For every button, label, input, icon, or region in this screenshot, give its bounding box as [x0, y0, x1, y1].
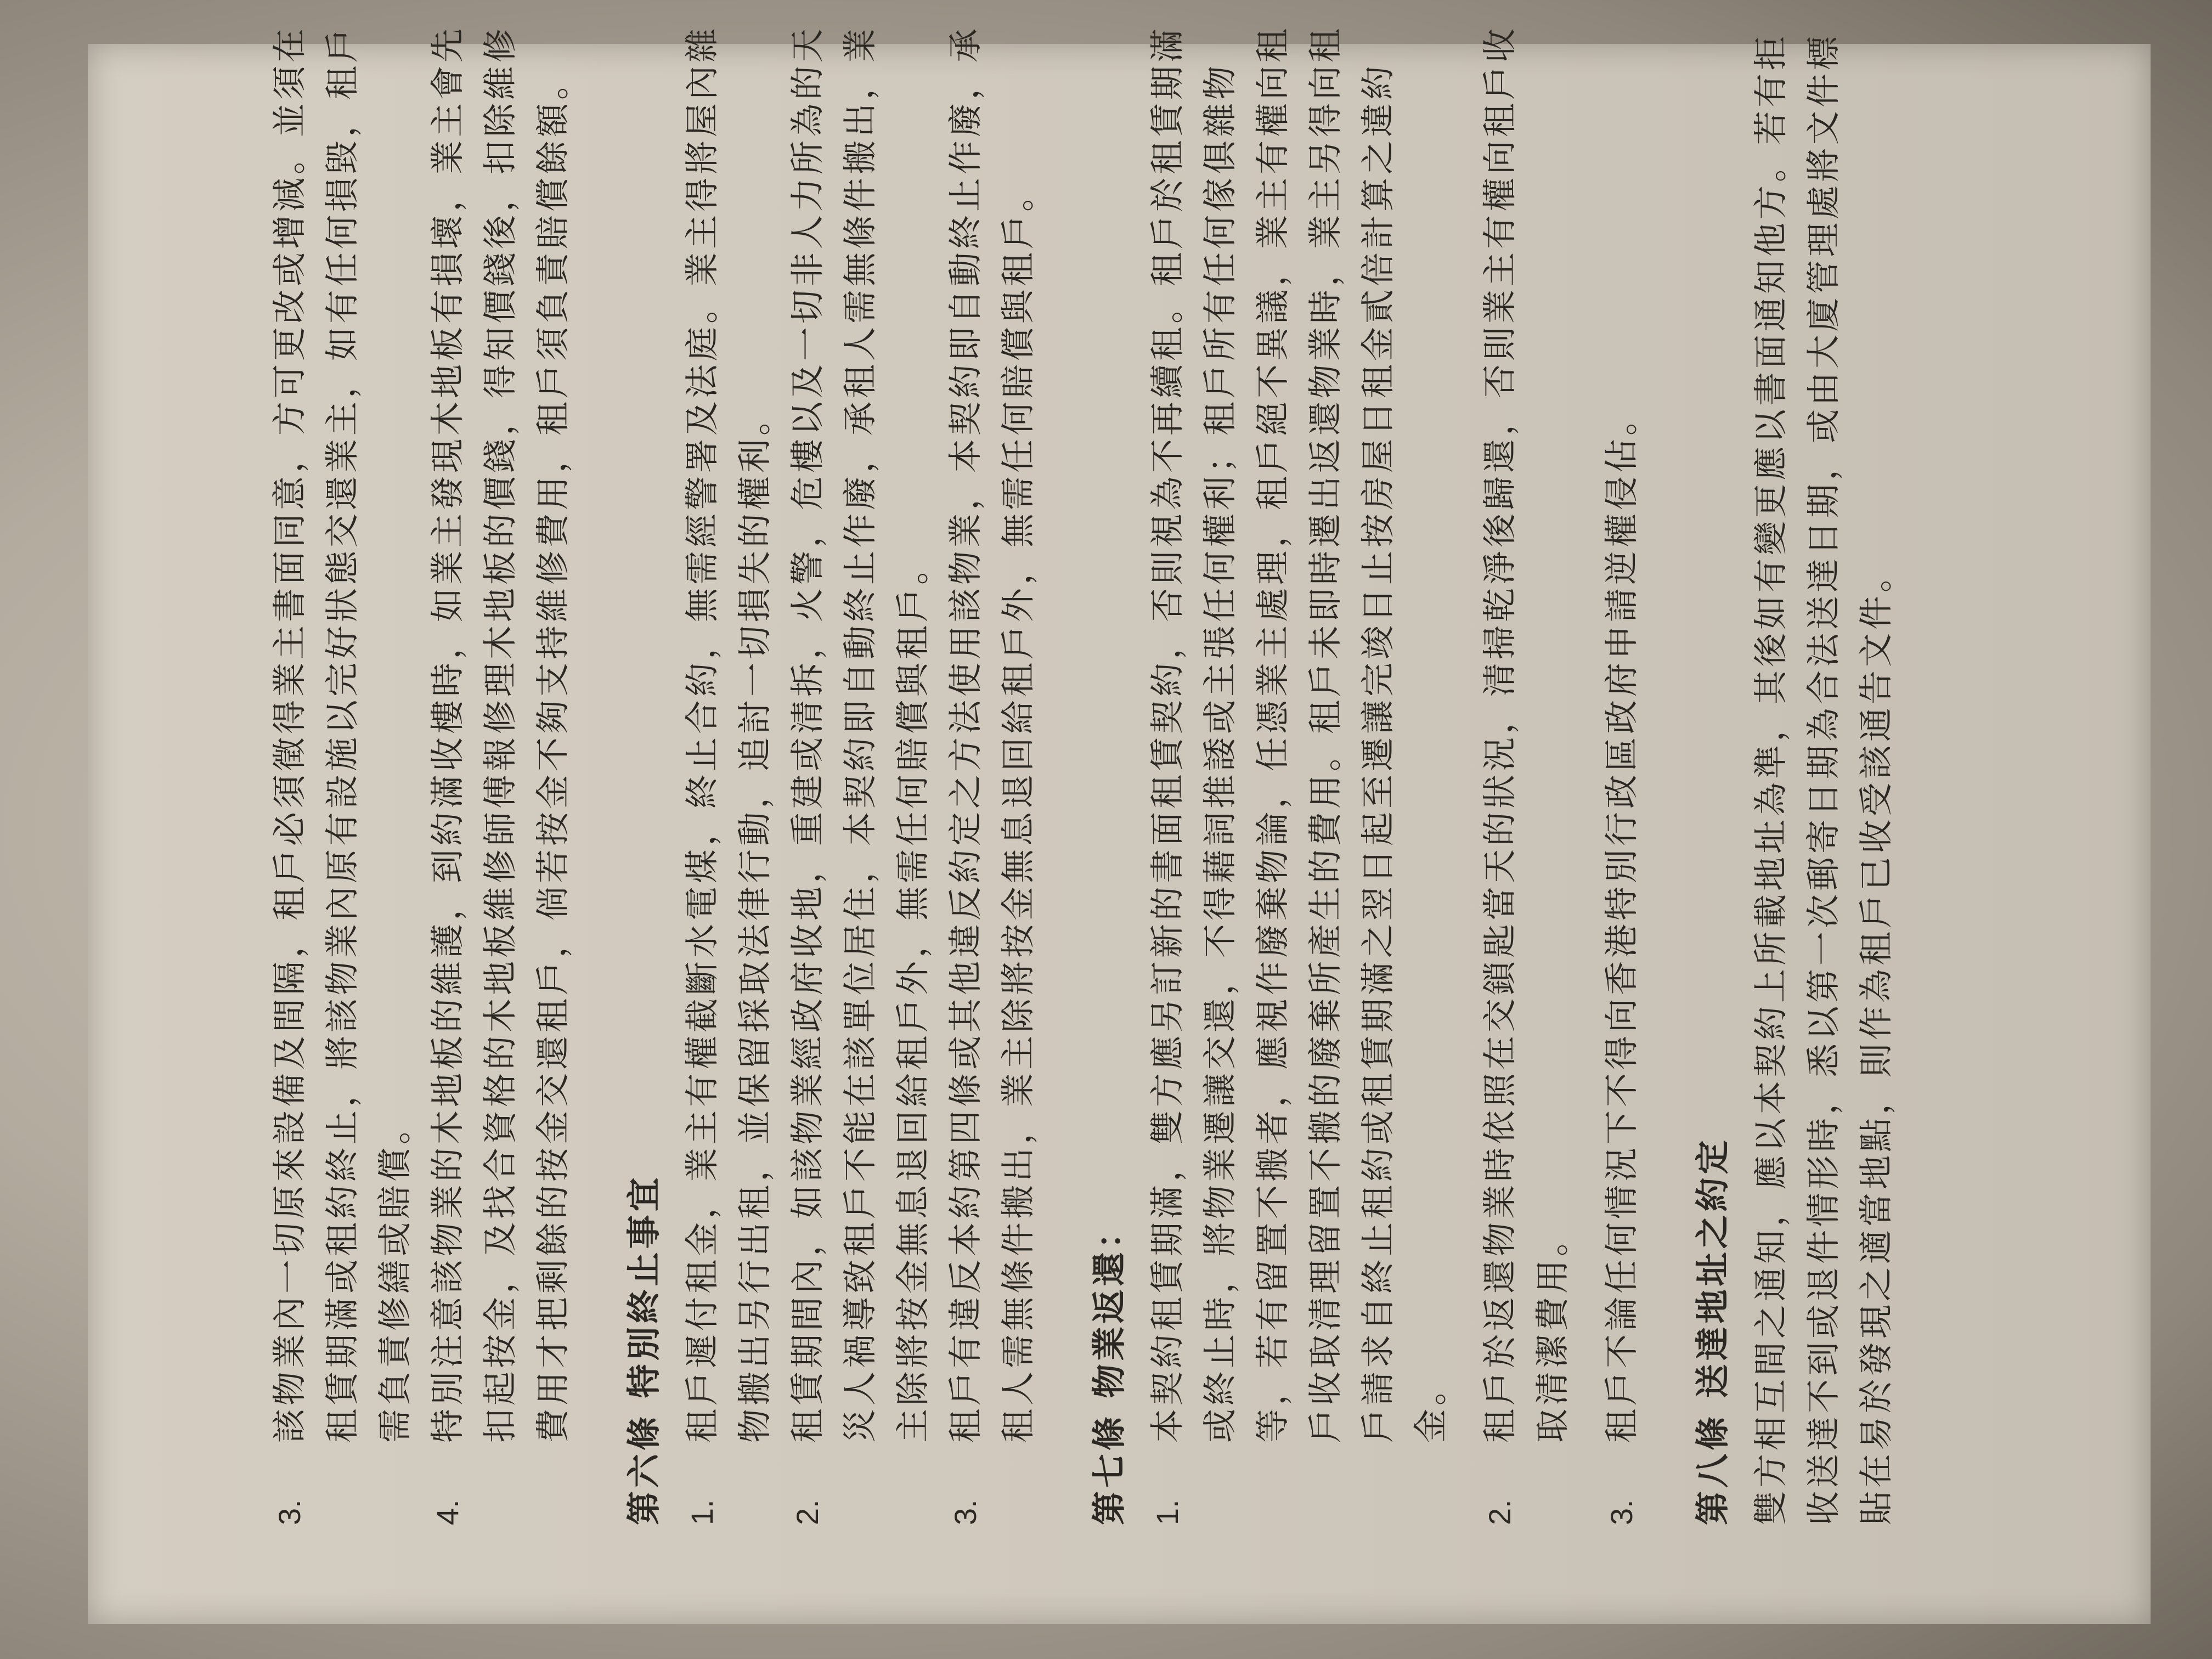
clause-number: 2. — [790, 1499, 825, 1525]
clause-text: 租戶遲付租金，業主有權截斷水電煤，終止合約，無需經警署及法庭。業主得將屋內雜物搬出另行出租，並保留採取法律行動，追討一切損失的權利。 — [682, 25, 775, 1443]
section-7-title: 第七條 物業返還： — [1089, 1211, 1129, 1525]
section-8-title: 第八條 送達地址之約定 — [1692, 1137, 1733, 1525]
clause-number: 3. — [948, 1499, 983, 1525]
clause-number: 2. — [1482, 1499, 1517, 1525]
section-6-title: 第六條 特別終止事宜 — [624, 1174, 664, 1525]
contract-page — [263, 11, 2162, 1525]
clause-item — [1141, 11, 1457, 1525]
clause-text: 租戶於返還物業時依照在交鎖匙當天的狀況，清掃乾淨後歸還，否則業主有權向租戶收取清潔費用。 — [1480, 25, 1572, 1443]
section-8-text: 雙方相互間之通知，應以本契約上所載地址為準，其後如有變更應以書面通知他方。若有拒收送達不到或退件情形時，悉以第一次郵寄日期為合法送達日期，或由大廈管理處將文件標貼在易於發現之適當地點，則作為租戶已收受該通告文件。 — [1751, 32, 1896, 1525]
clause-text: 特別注意該物業的木地板的維護，到約滿收樓時，如業主發現木地板有損壞，業主會先扣起按金，及找合資格的木地板維修師傅報修理木地板的價錢，得知價錢後，扣除維修費用才把剩餘的按金交還租戶，倘若按金不夠支持維修費用，租戶須負責賠償餘額。 — [427, 25, 573, 1443]
clause-item — [421, 11, 579, 1525]
clause-item — [263, 11, 421, 1525]
clause-item — [676, 11, 781, 1525]
clause-item — [781, 11, 939, 1525]
clause-number: 4. — [430, 1499, 465, 1525]
clause-text: 租戶有違反本約第四條或其他違反約定之方法使用該物業，本契約即自動終止作廢，承租人需無條件搬出，業主除將按金無息退回給租戶外，無需任何賠償與租戶。 — [945, 25, 1038, 1443]
clause-item — [1474, 11, 1579, 1525]
clause-number: 3. — [1604, 1499, 1639, 1525]
clause-text: 租戶不論任何情況下不得向香港特別行政區政府申請逆權侵佔。 — [1601, 398, 1641, 1443]
clause-item — [939, 11, 1045, 1525]
clause-number: 3. — [272, 1499, 307, 1525]
clause-text: 租賃期間內，如該物業經政府收地，重建或清拆，火警，危樓以及一切非人力所為的天災人禍導致租戶不能在該單位居住，本契約即自動終止作廢，承租人需無條件搬出，業主除將按金無息退回給租戶外，無需任何賠償與租戶。 — [787, 25, 933, 1443]
clause-text: 該物業內一切原來設備及間隔，租戶必須徵得業主書面同意，方可更改或增減。並須在租賃期滿或租約終止，將該物業內原有設施以完好狀態交還業主，如有任何損毀，租戶需負責修繕或賠償。 — [269, 25, 415, 1443]
clause-number: 1. — [1150, 1499, 1184, 1525]
clause-item — [1595, 11, 1648, 1525]
clause-number: 1. — [685, 1499, 719, 1525]
clause-text: 本契約租賃期滿，雙方應另訂新的書面租賃契約，否則視為不再續租。租戶於租賃期滿或終止時，將物業遷讓交還，不得藉詞推諉或主張任何權利；租戶所有任何傢俱雜物等，若有留置不搬者，應視作廢棄物論，任憑業主處理，租戶絕不異議，業主有權向租戶收取清理留置不搬的廢棄所產生的費用。租戶未即時遷出返還物業時，業主另得向租戶請求自終止租約或租賃期滿之翌日起至遷讓完竣日止按房屋日租金貳倍計算之違約金。 — [1147, 25, 1451, 1443]
paper-sheet — [88, 25, 2151, 1624]
